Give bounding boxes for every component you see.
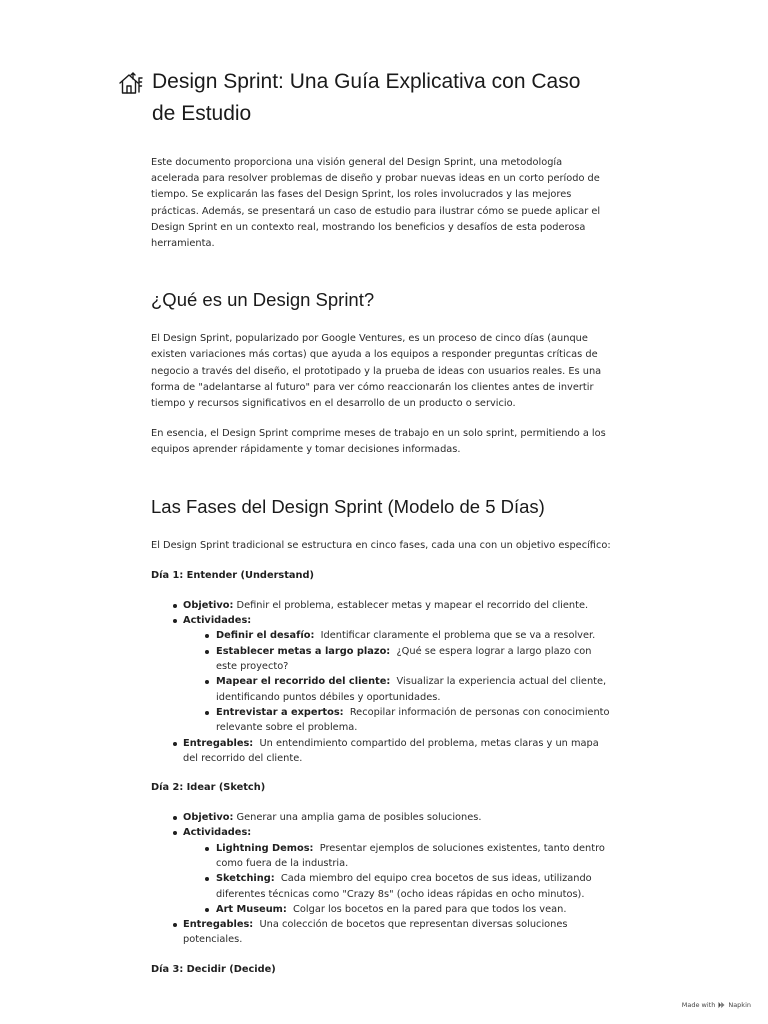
napkin-logo-icon [718, 1001, 725, 1009]
list-item [151, 917, 613, 948]
section-heading-what-is: ¿Qué es un Design Sprint? [151, 289, 375, 311]
list-item [183, 644, 613, 675]
bullet-icon [173, 831, 177, 835]
list-item [151, 613, 613, 735]
list-item [151, 598, 613, 613]
what-is-paragraph-2: En esencia, el Design Sprint comprime meses de trabajo en un solo sprint, permitiendo a los equipos aprender rápidamente y tomar decisiones informadas. [151, 428, 606, 456]
list-item [183, 705, 613, 736]
page-title: Design Sprint: Una Guía Explicativa con Caso de Estudio [152, 70, 581, 125]
list-item [183, 628, 613, 643]
activity-label: Entrevistar a expertos: [216, 706, 344, 718]
bullet-icon [173, 816, 177, 820]
list-item [183, 871, 613, 902]
day3-heading: Día 3: Decidir (Decide) [151, 963, 276, 975]
day2-activities-list [183, 841, 613, 917]
activity-text: ¿Qué se espera lograr a largo plazo con este proyecto? [216, 645, 592, 673]
activity-label: Definir el desafío: [216, 630, 315, 642]
title-row [118, 66, 588, 130]
bullet-icon [205, 877, 209, 881]
entregables-text: Una colección de bocetos que representan diversas soluciones potenciales. [183, 919, 568, 946]
activity-text: Recopilar información de personas con conocimiento relevante sobre el problema. [216, 706, 610, 734]
made-with-napkin-footer[interactable] [682, 1001, 751, 1009]
bullet-icon [205, 634, 209, 638]
bullet-icon [173, 923, 177, 927]
actividades-label: Actividades: [183, 615, 252, 627]
activity-text: Colgar los bocetos en la pared para que todos los vean. [293, 903, 567, 915]
day2-list [151, 810, 613, 948]
intro-paragraph: Este documento proporciona una visión general del Design Sprint, una metodología acelerada para resolver problemas de diseño y probar nuevas ideas en un corto período de tiempo. Se explicarán las fases del Design Sprint, los roles involucrados y las mejores prácticas. Además, se presentará un caso de estudio para ilustrar cómo se puede aplicar el Design Sprint en un contexto real, mostrando los beneficios y desafíos de esta poderosa herramienta. [151, 157, 601, 250]
bullet-icon [205, 711, 209, 715]
what-is-paragraph-1: El Design Sprint, popularizado por Google Ventures, es un proceso de cinco días (aunque existen variaciones más cortas) que ayuda a los equipos a responder preguntas críticas de negocio a través del diseño, el prototipado y la prueba de ideas con usuarios reales. Es una forma de "adelantarse al futuro" para ver cómo reaccionarán los clientes antes de invertir tiempo y recursos significativos en el desarrollo de un producto o servicio. [151, 333, 602, 410]
objetivo-label: Objetivo: [183, 812, 234, 824]
objetivo-text: Definir el problema, establecer metas y mapear el recorrido del cliente. [236, 599, 589, 611]
bullet-icon [173, 604, 177, 608]
list-item [151, 736, 613, 767]
bullet-icon [205, 650, 209, 654]
bullet-icon [205, 680, 209, 684]
list-item [183, 841, 613, 872]
document-body [151, 155, 613, 978]
entregables-label: Entregables: [183, 737, 254, 749]
day2-heading: Día 2: Idear (Sketch) [151, 782, 266, 794]
objetivo-text: Generar una amplia gama de posibles soluciones. [236, 812, 482, 824]
entregables-text: Un entendimiento compartido del problema, metas claras y un mapa del recorrido del cliente. [183, 737, 599, 764]
activity-label: Mapear el recorrido del cliente: [216, 676, 391, 688]
phases-intro-paragraph: El Design Sprint tradicional se estructura en cinco fases, cada una con un objetivo específico: [151, 539, 611, 551]
bullet-icon [205, 908, 209, 912]
day1-list [151, 598, 613, 766]
bullet-icon [205, 847, 209, 851]
list-item [183, 902, 613, 917]
list-item [151, 810, 613, 825]
activity-text: Presentar ejemplos de soluciones existentes, tanto dentro como fuera de la industria. [216, 842, 605, 869]
list-item [151, 825, 613, 917]
activity-text: Visualizar la experiencia actual del cliente, identificando puntos débiles y oportunidades. [216, 676, 607, 703]
activity-text: Cada miembro del equipo crea bocetos de sus ideas, utilizando diferentes técnicas como "Crazy 8s" (ocho ideas rápidas en ocho minutos). [216, 873, 592, 900]
day1-heading: Día 1: Entender (Understand) [151, 569, 315, 581]
entregables-label: Entregables: [183, 919, 254, 931]
activity-label: Lightning Demos: [216, 842, 314, 854]
made-with-label: Made with [681, 1001, 716, 1009]
bullet-icon [173, 742, 177, 746]
napkin-brand-label: Napkin [728, 1001, 751, 1009]
activity-label: Establecer metas a largo plazo: [216, 645, 391, 657]
section-heading-phases: Las Fases del Design Sprint (Modelo de 5 Días) [151, 495, 545, 517]
activity-text: Identificar claramente el problema que se va a resolver. [320, 630, 596, 642]
list-item [183, 674, 613, 705]
bullet-icon [173, 619, 177, 623]
objetivo-label: Objetivo: [183, 599, 234, 611]
blueprint-house-icon [118, 70, 144, 96]
activity-label: Sketching: [216, 873, 275, 885]
day1-activities-list [183, 628, 613, 735]
activity-label: Art Museum: [216, 903, 287, 915]
actividades-label: Actividades: [183, 827, 252, 839]
